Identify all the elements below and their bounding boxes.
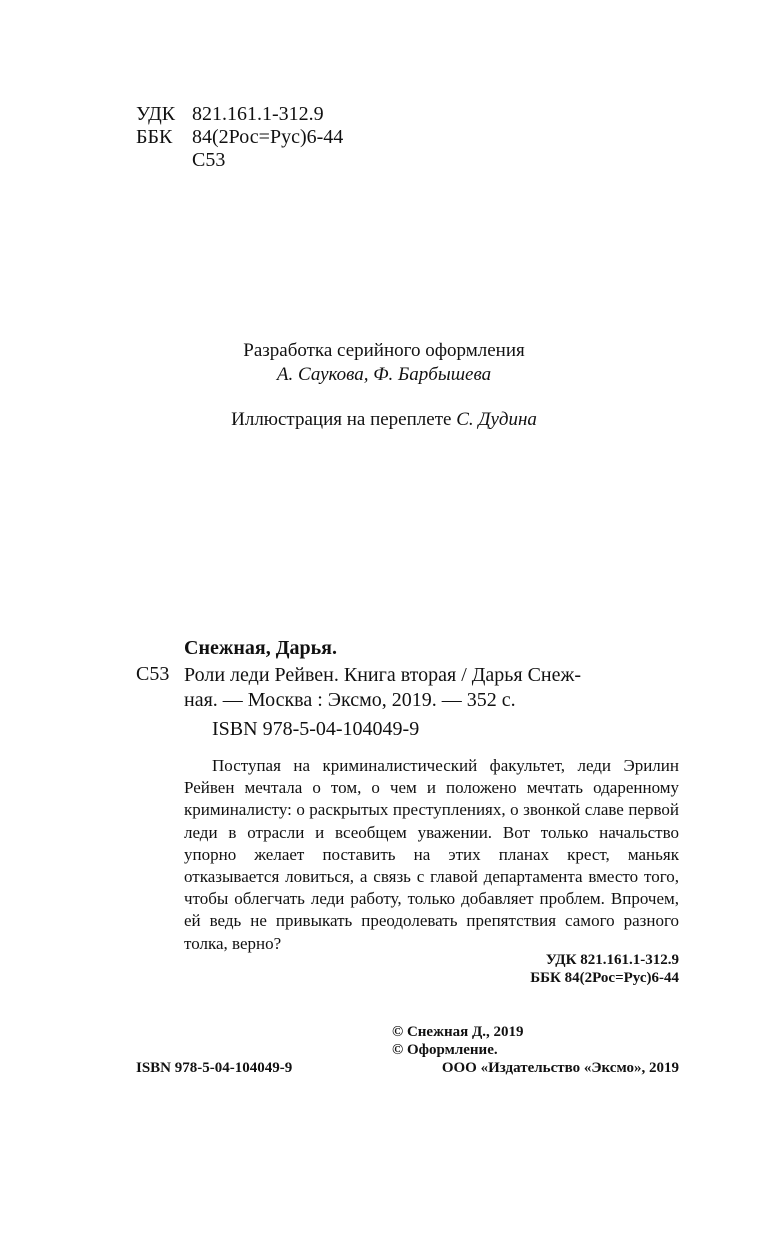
design-credit-line: Разработка серийного оформления: [243, 340, 525, 361]
bbk-bold: ББК 84(2Рос=Рус)6-44: [530, 970, 679, 986]
copyright-publisher: ООО «Издательство «Эксмо», 2019: [441, 1060, 679, 1076]
record-line-1: Роли леди Рейвен. Книга вторая / Дарья Снеж-: [184, 664, 581, 686]
bbk-label: ББК: [136, 126, 173, 148]
udk-bold: УДК 821.161.1-312.9: [545, 952, 679, 968]
udk-label: УДК: [136, 103, 176, 125]
udk-row: [136, 103, 343, 126]
bbk-row: [136, 126, 343, 149]
illustration-name: С. Дудина: [456, 409, 537, 430]
isbn-bottom: ISBN 978-5-04-104049-9: [136, 1060, 293, 1076]
copyright-design: © Оформление.: [392, 1042, 498, 1058]
record-line-2: ная. — Москва : Эксмо, 2019. — 352 с.: [184, 689, 516, 711]
author-mark: С53: [192, 149, 226, 171]
udk-value: 821.161.1-312.9: [192, 103, 324, 125]
illustration-credit: [0, 409, 768, 431]
copyright-author: © Снежная Д., 2019: [392, 1024, 524, 1040]
illustration-label: Иллюстрация на переплете: [231, 409, 452, 430]
record-author: Снежная, Дарья.: [184, 637, 337, 659]
annotation-text: Поступая на криминалистический факультет, леди Эрилин Рейвен мечтала о том, о чем и положено мечтать одаренному криминалисту: о раскрытых преступлениях, о звонкой славе первой леди в отрасли и всеобщем уважении. Вот только начальство упорно желает поставить на этих планах крест, маньяк отказывается ловиться, а связь с главой департамента вместо того, чтобы облегчать леди работу, только добавляет проблем. Впрочем, ей ведь не привыкать преодолевать препятствия самого разного толка, верно?: [184, 756, 679, 953]
record-mark: С53: [136, 663, 170, 685]
author-mark-row: [136, 149, 343, 172]
record-isbn: ISBN 978-5-04-104049-9: [212, 718, 420, 740]
bbk-value: 84(2Рос=Рус)6-44: [192, 126, 344, 148]
classification-codes: [136, 103, 343, 172]
design-credit-names: А. Саукова, Ф. Барбышева: [276, 364, 492, 385]
